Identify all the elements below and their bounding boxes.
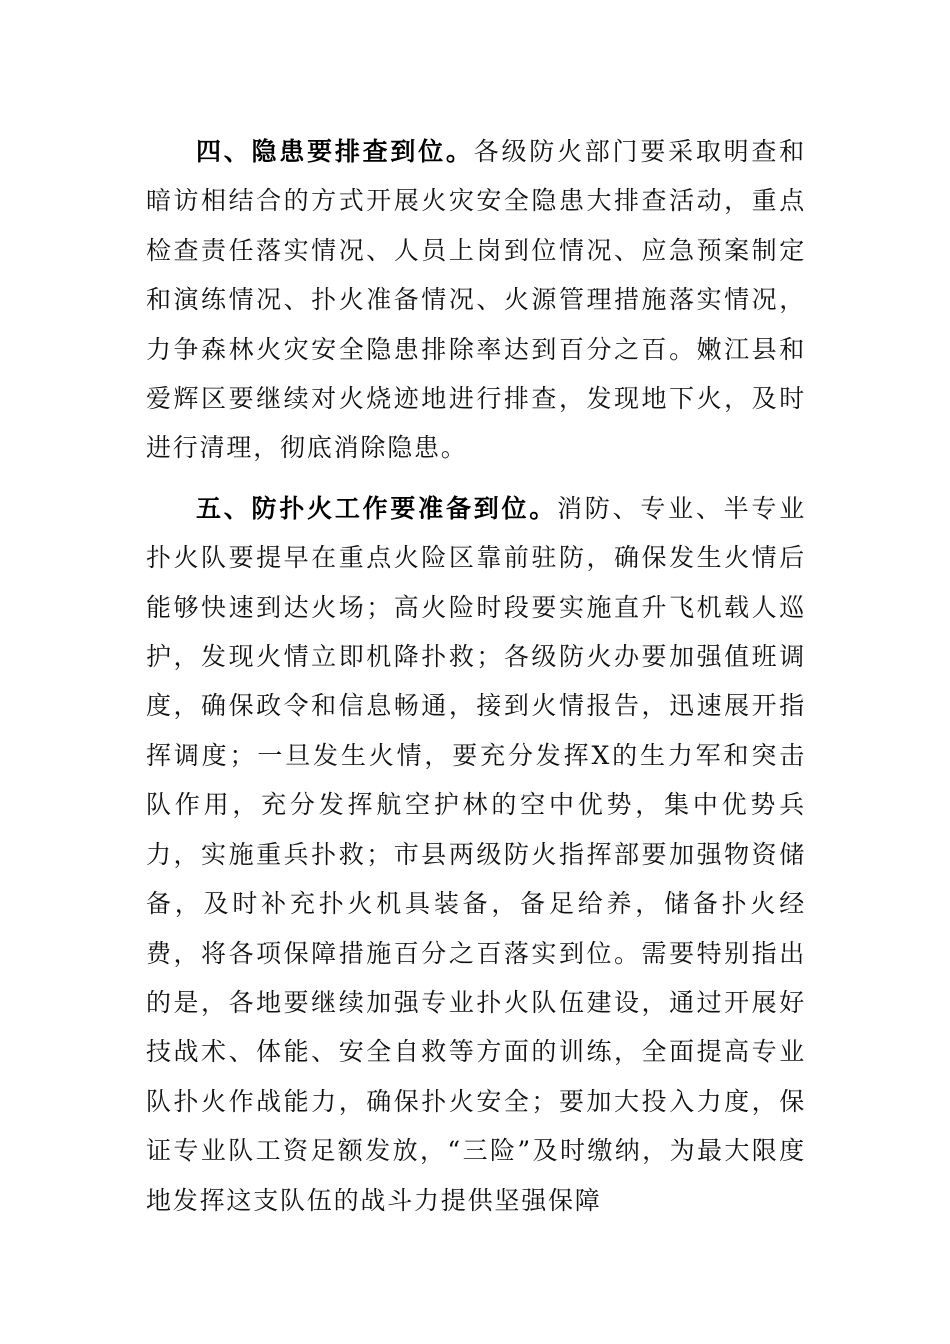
paragraph-text: 各级防火部门要采取明查和暗访相结合的方式开展火灾安全隐患大排查活动，重点检查责任落实情况、人员上岗到位情况、应急预案制定和演练情况、扑火准备情况、火源管理措施落实情况，力争森林火灾安全隐患排除率达到百分之百。嫩江县和爱辉区要继续对火烧迹地进行排查，发现地下火，及时进行清理，彻底消除隐患。	[146, 137, 806, 463]
document-body	[146, 127, 806, 1225]
paragraph-heading: 五、防扑火工作要准备到位。	[196, 493, 558, 523]
paragraph-fire-fighting-preparation	[146, 484, 806, 1225]
paragraph-hidden-danger-inspection	[146, 127, 806, 473]
paragraph-text: 消防、专业、半专业扑火队要提早在重点火险区靠前驻防，确保发生火情后能够快速到达火场；高火险时段要实施直升飞机载人巡护，发现火情立即机降扑救；各级防火办要加强值班调度，确保政令和信息畅通，接到火情报告，迅速展开指挥调度；一旦发生火情，要充分发挥X的生力军和突击队作用，充分发挥航空护林的空中优势，集中优势兵力，实施重兵扑救；市县两级防火指挥部要加强物资储备，及时补充扑火机具装备，备足给养，储备扑火经费，将各项保障措施百分之百落实到位。需要特别指出的是，各地要继续加强专业扑火队伍建设，通过开展好技战术、体能、安全自救等方面的训练，全面提高专业队扑火作战能力，确保扑火安全；要加大投入力度，保证专业队工资足额发放，“三险”及时缴纳，为最大限度地发挥这支队伍的战斗力提供坚强保障	[146, 493, 806, 1215]
paragraph-heading: 四、隐患要排查到位。	[196, 137, 474, 166]
